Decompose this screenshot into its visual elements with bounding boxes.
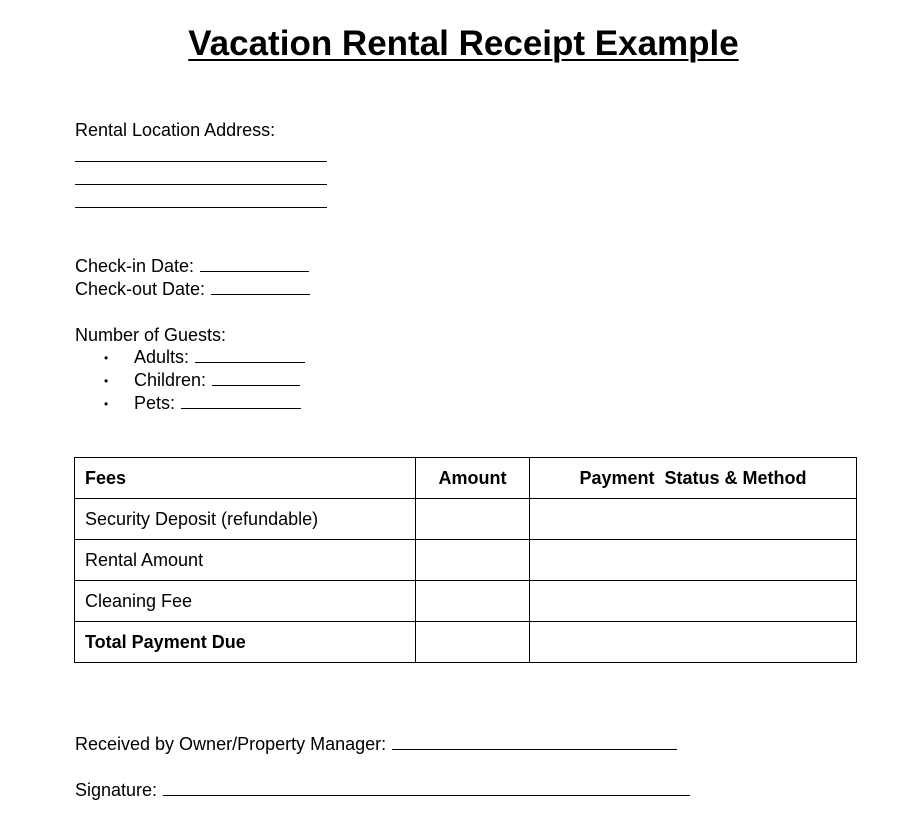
guests-heading: Number of Guests: bbox=[75, 325, 227, 345]
bullet-icon: • bbox=[104, 351, 109, 365]
fees-header: Fees bbox=[75, 458, 416, 499]
total-row bbox=[75, 622, 857, 663]
children-row bbox=[134, 369, 300, 391]
payment-status-cell[interactable] bbox=[530, 499, 857, 540]
pets-row bbox=[134, 392, 301, 414]
fee-name-cell: Cleaning Fee bbox=[75, 581, 416, 622]
bullet-icon: • bbox=[104, 397, 109, 411]
received-by-blank[interactable] bbox=[392, 734, 677, 750]
total-label-cell: Total Payment Due bbox=[75, 622, 416, 663]
bullet-icon: • bbox=[104, 374, 109, 388]
document-title-text: Vacation Rental Receipt Example bbox=[188, 24, 739, 63]
received-by-row bbox=[75, 733, 677, 755]
payment-status-header: Payment Status & Method bbox=[530, 458, 857, 499]
check-in-row bbox=[75, 255, 309, 277]
amount-cell[interactable] bbox=[416, 540, 530, 581]
children-label: Children: bbox=[134, 370, 207, 390]
payment-status-cell[interactable] bbox=[530, 581, 857, 622]
address-line-3[interactable] bbox=[75, 207, 327, 208]
signature-row bbox=[75, 779, 690, 801]
pets-blank[interactable] bbox=[181, 393, 301, 409]
fee-name-cell: Security Deposit (refundable) bbox=[75, 499, 416, 540]
signature-blank[interactable] bbox=[163, 780, 690, 796]
children-blank[interactable] bbox=[212, 370, 300, 386]
payment-status-cell[interactable] bbox=[530, 540, 857, 581]
total-status-cell[interactable] bbox=[530, 622, 857, 663]
adults-blank[interactable] bbox=[195, 347, 305, 363]
document-title bbox=[0, 22, 907, 66]
total-amount-cell[interactable] bbox=[416, 622, 530, 663]
check-out-blank[interactable] bbox=[211, 279, 310, 295]
address-line-1[interactable] bbox=[75, 161, 327, 162]
amount-cell[interactable] bbox=[416, 499, 530, 540]
check-out-row bbox=[75, 278, 310, 300]
adults-label: Adults: bbox=[134, 347, 190, 367]
table-row bbox=[75, 499, 857, 540]
table-row bbox=[75, 540, 857, 581]
table-row bbox=[75, 581, 857, 622]
check-in-blank[interactable] bbox=[200, 256, 309, 272]
signature-label: Signature: bbox=[75, 780, 158, 800]
table-header-row bbox=[75, 458, 857, 499]
pets-label: Pets: bbox=[134, 393, 176, 413]
adults-row bbox=[134, 346, 305, 368]
received-by-label: Received by Owner/Property Manager: bbox=[75, 734, 387, 754]
check-out-label: Check-out Date: bbox=[75, 279, 206, 299]
amount-cell[interactable] bbox=[416, 581, 530, 622]
fee-name-cell: Rental Amount bbox=[75, 540, 416, 581]
rental-location-label: Rental Location Address: bbox=[75, 120, 276, 140]
address-line-2[interactable] bbox=[75, 184, 327, 185]
check-in-label: Check-in Date: bbox=[75, 256, 195, 276]
fees-table bbox=[74, 457, 857, 663]
amount-header: Amount bbox=[416, 458, 530, 499]
